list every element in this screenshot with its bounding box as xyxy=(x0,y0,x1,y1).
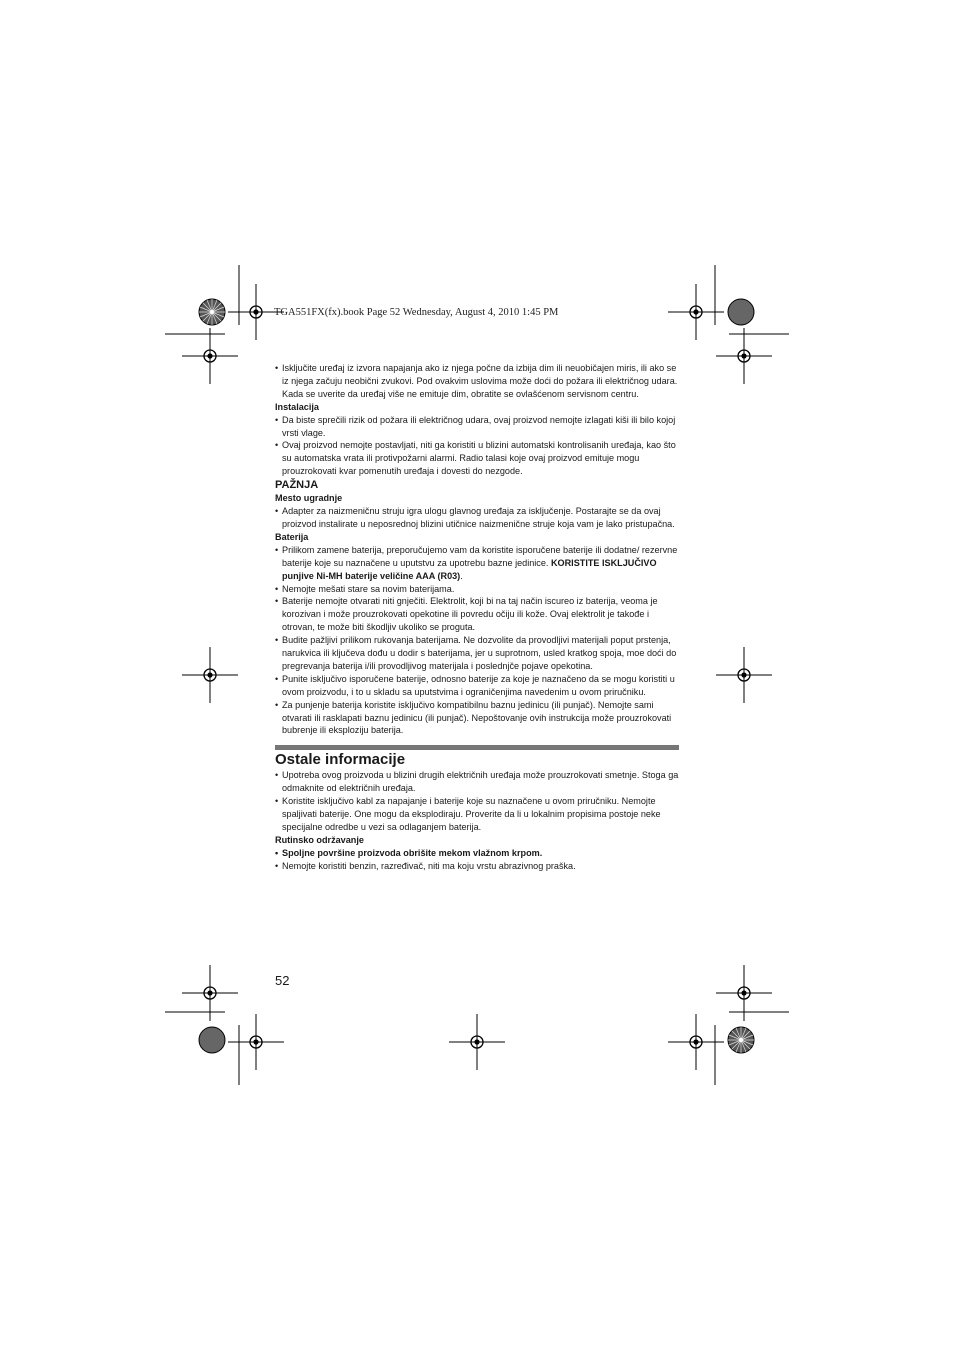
bullet-wipe-surface: • Spoljne površine proizvoda obrišite mekom vlažnom krpom. xyxy=(275,847,679,860)
bullet-mix-batteries: • Nemojte mešati stare sa novim baterijama. xyxy=(275,583,679,596)
subheading-mesto-ugradnje: Mesto ugradnje xyxy=(275,493,343,504)
bullet-smoke-warning: • Isključite uređaj iz izvora napajanja ako iz njega počne da izbija dim ili neuobičajen miris, ili ako se iz njega začuju neobični zvukovi. Pod ovakvim uslovima može doći do požara ili električnog udara. Kada se uverite da uređaj više ne emituje dim, obratite se ovlašćenom servisnom centru. xyxy=(275,362,679,401)
subheading-rutinsko-odrzavanje: Rutinsko održavanje xyxy=(275,834,364,845)
page-content xyxy=(275,362,679,873)
bullet-power-cord: • Koristite isključivo kabl za napajanje i baterije koje su naznačene u ovom priručniku. Nemojte spaljivati baterije. One mogu da eksplodiraju. Proverite da li u lokalnim propisima postoje neke specijalne odredbe u vezi sa odlaganjem baterija. xyxy=(275,795,679,834)
battery-replacement-text: Prilikom zamene baterija, preporučujemo vam da koristite isporučene baterije ili dodatne/ rezervne baterije koje su naznačene u uputstvu za upotrebu bazne jedinice. xyxy=(282,544,678,568)
bullet-ac-adapter: • Adapter za naizmeničnu struju igra ulogu glavnog uređaja za isključenje. Postarajte se da ovaj proizvod instalirate u neposrednoj blizini utičnice naizmenične struje koja vam je lako pristupačna. xyxy=(275,505,679,531)
bullet-charge-supplied: • Punite isključivo isporučene baterije, odnosno baterije za koje je naznačeno da se mogu koristiti u ovom proizvodu, i to u skladu sa uputstvima i ograničenjima navedenim u ovom priručniku. xyxy=(275,673,679,699)
battery-type-emphasis: KORISTITE ISKLJUČIVO punjive Ni-MH baterije veličine AAA (R03) xyxy=(282,557,657,581)
bullet-no-solvents: • Nemojte koristiti benzin, razređivač, niti ma koju vrstu abrazivnog praška. xyxy=(275,860,679,873)
page-number: 52 xyxy=(275,973,290,988)
section-title: Ostale informacije xyxy=(275,751,406,769)
file-header: TGA551FX(fx).book Page 52 Wednesday, August 4, 2010 1:45 PM xyxy=(274,307,559,318)
bullet-interference: • Upotreba ovog proizvoda u blizini drugih električnih uređaja može prouzrokovati smetnje. Stoga ga odmaknite od električnih uređaja. xyxy=(275,769,679,795)
subheading-baterija: Baterija xyxy=(275,531,309,542)
bullet-battery-replacement xyxy=(275,544,679,583)
bullet-compatible-charger: • Za punjenje baterija koristite isključivo kompatibilnu baznu jedinicu (ili punjač). Nemojte sami otvarati ili rasklapati baznu jedinicu (ili punjač). Nepoštovanje ovih instrukcija može prouzrokovati bubrenje ili eksploziju baterija. xyxy=(275,699,679,738)
battery-replacement-end: . xyxy=(460,570,463,581)
bullet-rain-moisture: • Da biste sprečili rizik od požara ili električnog udara, ovaj proizvod nemojte izlagati kiši ili bilo kojoj vrsti vlage. xyxy=(275,414,679,440)
bullet-handling: • Budite pažljivi prilikom rukovanja baterijama. Ne dozvolite da provodljivi materijali poput prstenja, narukvica ili ključeva dođu u dodir s baterijama, jer u suprotnom, usled kratkog spoja, moe doći do pregrevanja baterija i/ili provodljivog materijala i poslednjče pojave opekotina. xyxy=(275,634,679,673)
caution-heading: PAŽNJA xyxy=(275,479,319,492)
bullet-electrolyte: • Baterije nemojte otvarati niti gnječiti. Elektrolit, koji bi na taj način iscureo iz baterija, veoma je korozivan i može prouzrokovati opekotine ili povredu očiju ili kože. Ovaj elektrolit je takođe i otrovan, te može biti škodljiv ukoliko se proguta. xyxy=(275,595,679,634)
bullet-automatic-devices: • Ovaj proizvod nemojte postavljati, niti ga koristiti u blizini automatski kontrolisanih uređaja, kao što su automatska vrata ili protivpožarni alarmi. Radio talasi koje ovaj proizvod emituje mogu prouzrokovati kvar pomenutih uređaja i dovesti do nezgode. xyxy=(275,439,679,478)
subheading-instalacija: Instalacija xyxy=(275,401,319,412)
